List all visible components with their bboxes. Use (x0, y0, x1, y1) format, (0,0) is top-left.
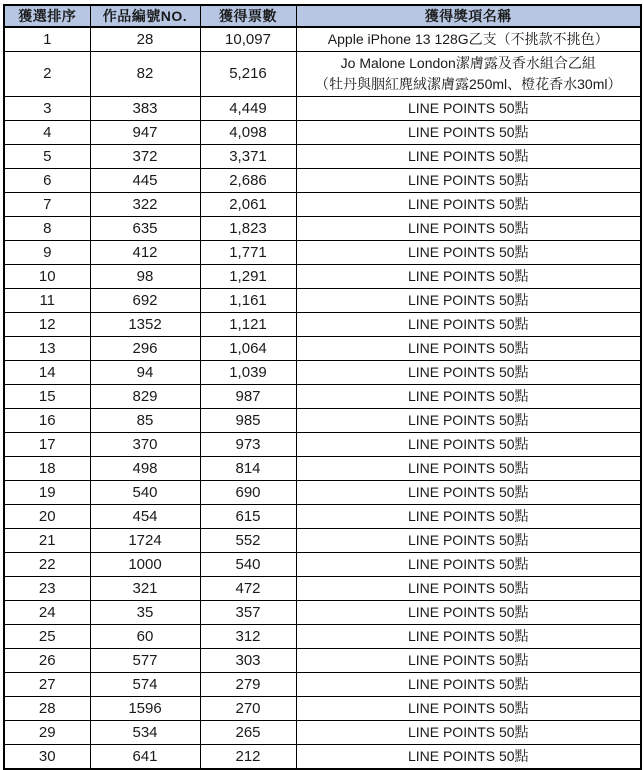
prize-cell: LINE POINTS 50點 (296, 97, 641, 121)
prize-cell: LINE POINTS 50點 (296, 673, 641, 697)
table-row (4, 145, 641, 169)
no-cell: 1596 (90, 697, 200, 721)
prize-cell: Jo Malone London潔膚露及香水組合乙組 （牡丹與胭紅麂絨潔膚露250ml、橙花香水30ml） (296, 52, 641, 97)
table-row (4, 577, 641, 601)
rank-cell: 26 (4, 649, 90, 673)
votes-cell: 472 (200, 577, 296, 601)
no-cell: 574 (90, 673, 200, 697)
rank-cell: 2 (4, 52, 90, 97)
no-cell: 641 (90, 745, 200, 770)
rank-cell: 6 (4, 169, 90, 193)
votes-cell: 265 (200, 721, 296, 745)
votes-cell: 4,449 (200, 97, 296, 121)
table-row (4, 385, 641, 409)
votes-cell: 3,371 (200, 145, 296, 169)
results-page (0, 4, 644, 765)
votes-cell: 690 (200, 481, 296, 505)
col-header-votes: 獲得票數 (200, 5, 296, 27)
rank-cell: 27 (4, 673, 90, 697)
prize-cell: LINE POINTS 50點 (296, 145, 641, 169)
no-cell: 85 (90, 409, 200, 433)
no-cell: 370 (90, 433, 200, 457)
table-row (4, 169, 641, 193)
rank-cell: 5 (4, 145, 90, 169)
votes-cell: 1,161 (200, 289, 296, 313)
votes-cell: 985 (200, 409, 296, 433)
no-cell: 947 (90, 121, 200, 145)
rank-cell: 22 (4, 553, 90, 577)
votes-cell: 10,097 (200, 27, 296, 52)
table-row (4, 337, 641, 361)
no-cell: 1352 (90, 313, 200, 337)
no-cell: 98 (90, 265, 200, 289)
rank-cell: 18 (4, 457, 90, 481)
votes-cell: 270 (200, 697, 296, 721)
table-row (4, 27, 641, 52)
no-cell: 1724 (90, 529, 200, 553)
prize-cell: LINE POINTS 50點 (296, 577, 641, 601)
votes-cell: 5,216 (200, 52, 296, 97)
table-row (4, 241, 641, 265)
table-row (4, 505, 641, 529)
col-header-no: 作品編號NO. (90, 5, 200, 27)
rank-cell: 23 (4, 577, 90, 601)
header-row (4, 5, 641, 27)
rank-cell: 20 (4, 505, 90, 529)
no-cell: 412 (90, 241, 200, 265)
no-cell: 692 (90, 289, 200, 313)
prize-cell: LINE POINTS 50點 (296, 649, 641, 673)
table-row (4, 217, 641, 241)
rank-cell: 28 (4, 697, 90, 721)
table-row (4, 625, 641, 649)
table-row (4, 721, 641, 745)
votes-cell: 1,039 (200, 361, 296, 385)
prize-cell: LINE POINTS 50點 (296, 697, 641, 721)
col-header-prize: 獲得獎項名稱 (296, 5, 641, 27)
prize-cell: LINE POINTS 50點 (296, 505, 641, 529)
prize-cell: LINE POINTS 50點 (296, 289, 641, 313)
table-row (4, 457, 641, 481)
prize-cell: LINE POINTS 50點 (296, 385, 641, 409)
rank-cell: 10 (4, 265, 90, 289)
no-cell: 28 (90, 27, 200, 52)
no-cell: 372 (90, 145, 200, 169)
no-cell: 534 (90, 721, 200, 745)
votes-cell: 1,771 (200, 241, 296, 265)
no-cell: 383 (90, 97, 200, 121)
no-cell: 635 (90, 217, 200, 241)
rank-cell: 7 (4, 193, 90, 217)
rank-cell: 29 (4, 721, 90, 745)
votes-cell: 2,061 (200, 193, 296, 217)
votes-cell: 357 (200, 601, 296, 625)
table-row (4, 481, 641, 505)
votes-cell: 1,121 (200, 313, 296, 337)
prize-cell: LINE POINTS 50點 (296, 529, 641, 553)
rank-cell: 24 (4, 601, 90, 625)
votes-cell: 4,098 (200, 121, 296, 145)
rank-cell: 19 (4, 481, 90, 505)
prize-cell: LINE POINTS 50點 (296, 409, 641, 433)
table-row (4, 409, 641, 433)
table-header (4, 5, 641, 27)
table-row (4, 265, 641, 289)
table-row (4, 361, 641, 385)
prize-cell: LINE POINTS 50點 (296, 217, 641, 241)
no-cell: 94 (90, 361, 200, 385)
no-cell: 35 (90, 601, 200, 625)
no-cell: 454 (90, 505, 200, 529)
votes-cell: 312 (200, 625, 296, 649)
no-cell: 445 (90, 169, 200, 193)
table-row (4, 433, 641, 457)
no-cell: 82 (90, 52, 200, 97)
table-row (4, 97, 641, 121)
prize-cell: LINE POINTS 50點 (296, 337, 641, 361)
rank-cell: 1 (4, 27, 90, 52)
prize-cell: LINE POINTS 50點 (296, 601, 641, 625)
rank-cell: 25 (4, 625, 90, 649)
table-row (4, 673, 641, 697)
table-row (4, 697, 641, 721)
votes-cell: 303 (200, 649, 296, 673)
rank-cell: 11 (4, 289, 90, 313)
prize-cell: LINE POINTS 50點 (296, 121, 641, 145)
rank-cell: 9 (4, 241, 90, 265)
rank-cell: 3 (4, 97, 90, 121)
no-cell: 296 (90, 337, 200, 361)
prize-cell: LINE POINTS 50點 (296, 433, 641, 457)
rank-cell: 4 (4, 121, 90, 145)
no-cell: 60 (90, 625, 200, 649)
rank-cell: 16 (4, 409, 90, 433)
votes-cell: 1,823 (200, 217, 296, 241)
table-row (4, 601, 641, 625)
rank-cell: 21 (4, 529, 90, 553)
prize-cell: LINE POINTS 50點 (296, 361, 641, 385)
table-row (4, 649, 641, 673)
prize-cell: LINE POINTS 50點 (296, 265, 641, 289)
rank-cell: 30 (4, 745, 90, 770)
table-row (4, 289, 641, 313)
votes-cell: 814 (200, 457, 296, 481)
prize-cell: LINE POINTS 50點 (296, 553, 641, 577)
prize-cell: LINE POINTS 50點 (296, 625, 641, 649)
votes-cell: 1,064 (200, 337, 296, 361)
no-cell: 1000 (90, 553, 200, 577)
votes-cell: 279 (200, 673, 296, 697)
no-cell: 577 (90, 649, 200, 673)
votes-cell: 987 (200, 385, 296, 409)
prize-cell: LINE POINTS 50點 (296, 721, 641, 745)
prize-cell: LINE POINTS 50點 (296, 241, 641, 265)
table-row (4, 193, 641, 217)
no-cell: 321 (90, 577, 200, 601)
votes-cell: 973 (200, 433, 296, 457)
no-cell: 498 (90, 457, 200, 481)
col-header-rank: 獲選排序 (4, 5, 90, 27)
no-cell: 829 (90, 385, 200, 409)
table-row (4, 745, 641, 770)
votes-cell: 552 (200, 529, 296, 553)
no-cell: 540 (90, 481, 200, 505)
votes-cell: 2,686 (200, 169, 296, 193)
results-table (3, 4, 642, 770)
table-row (4, 529, 641, 553)
prize-cell: LINE POINTS 50點 (296, 457, 641, 481)
table-row (4, 313, 641, 337)
prize-cell: LINE POINTS 50點 (296, 169, 641, 193)
rank-cell: 8 (4, 217, 90, 241)
table-row (4, 553, 641, 577)
prize-cell: LINE POINTS 50點 (296, 193, 641, 217)
rank-cell: 13 (4, 337, 90, 361)
prize-cell: LINE POINTS 50點 (296, 745, 641, 770)
rank-cell: 17 (4, 433, 90, 457)
table-body (4, 27, 641, 769)
rank-cell: 12 (4, 313, 90, 337)
rank-cell: 15 (4, 385, 90, 409)
votes-cell: 212 (200, 745, 296, 770)
prize-cell: LINE POINTS 50點 (296, 313, 641, 337)
prize-cell: LINE POINTS 50點 (296, 481, 641, 505)
no-cell: 322 (90, 193, 200, 217)
votes-cell: 615 (200, 505, 296, 529)
prize-cell: Apple iPhone 13 128G乙支（不挑款不挑色） (296, 27, 641, 52)
rank-cell: 14 (4, 361, 90, 385)
votes-cell: 1,291 (200, 265, 296, 289)
table-row (4, 52, 641, 97)
table-row (4, 121, 641, 145)
votes-cell: 540 (200, 553, 296, 577)
